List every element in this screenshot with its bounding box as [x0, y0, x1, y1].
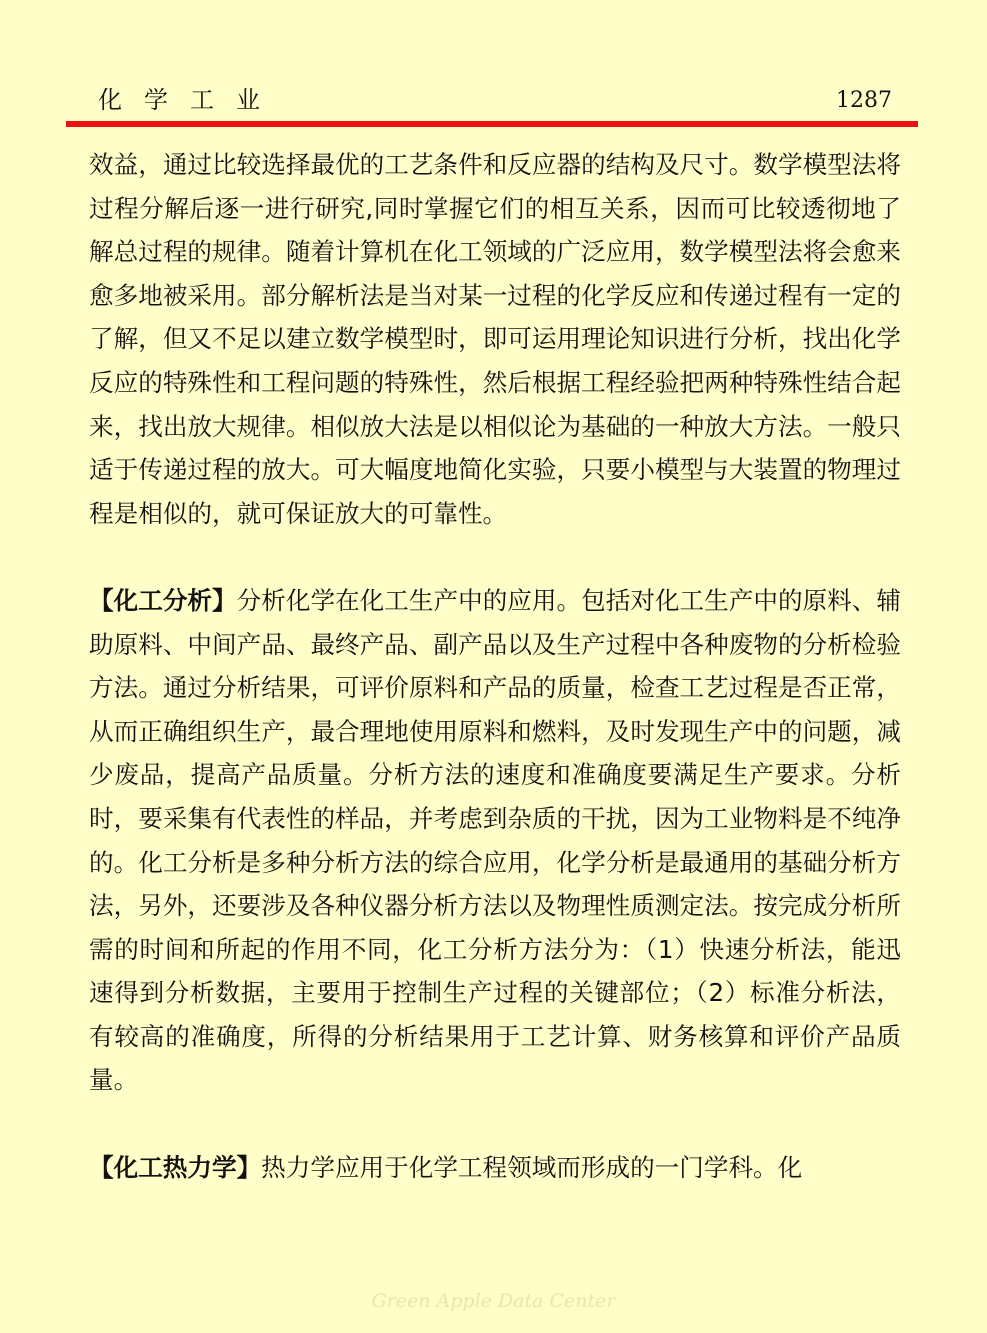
page-number: 1287: [836, 88, 892, 113]
body-text: [89, 143, 901, 1189]
paragraph-continued: [89, 143, 901, 535]
entry-chemical-thermodynamics: [89, 1146, 901, 1190]
paragraph-text: 效益，通过比较选择最优的工艺条件和反应器的结构及尺寸。数学模型法将过程分解后逐一进行研究,同时掌握它们的相互关系，因而可比较透彻地了解总过程的规律。随着计算机在化工领域的广泛应用，数学模型法将会愈来愈多地被采用。部分解析法是当对某一过程的化学反应和传递过程有一定的了解，但又不足以建立数学模型时，即可运用理论知识进行分析，找出化学反应的特殊性和工程问题的特殊性，然后根据工程经验把两种特殊性结合起来，找出放大规律。相似放大法是以相似论为基础的一种放大方法。一般只适于传递过程的放大。可大幅度地简化实验，只要小模型与大装置的物理过程是相似的，就可保证放大的可靠性。: [89, 150, 901, 528]
book-title: 化学工业: [98, 86, 282, 114]
header-divider: [66, 121, 918, 127]
paragraph-text: 分析化学在化工生产中的应用。包括对化工生产中的原料、辅助原料、中间产品、最终产品、副产品以及生产过程中各种废物的分析检验方法。通过分析结果，可评价原料和产品的质量，检查工艺过程是否正常，从而正确组织生产，最合理地使用原料和燃料，及时发现生产中的问题，减少废品，提高产品质量。分析方法的速度和准确度要满足生产要求。分析时，要采集有代表性的样品，并考虑到杂质的干扰，因为工业物料是不纯净的。化工分析是多种分析方法的综合应用，化学分析是最通用的基础分析方法，另外，还要涉及各种仪器分析方法以及物理性质测定法。按完成分析所需的时间和所起的作用不同，化工分析方法分为：（1）快速分析法，能迅速得到分析数据，主要用于控制生产过程的关键部位；（2）标准分析法，有较高的准确度，所得的分析结果用于工艺计算、财务核算和评价产品质量。: [89, 585, 901, 1095]
entry-chemical-analysis: [89, 579, 901, 1102]
paragraph-text: 热力学应用于化学工程领域而形成的一门学科。化: [261, 1152, 803, 1182]
entry-term: 【化工热力学】: [89, 1152, 262, 1182]
running-header: [98, 84, 892, 118]
watermark: Green Apple Data Center: [371, 1290, 616, 1312]
entry-term: 【化工分析】: [89, 585, 237, 615]
